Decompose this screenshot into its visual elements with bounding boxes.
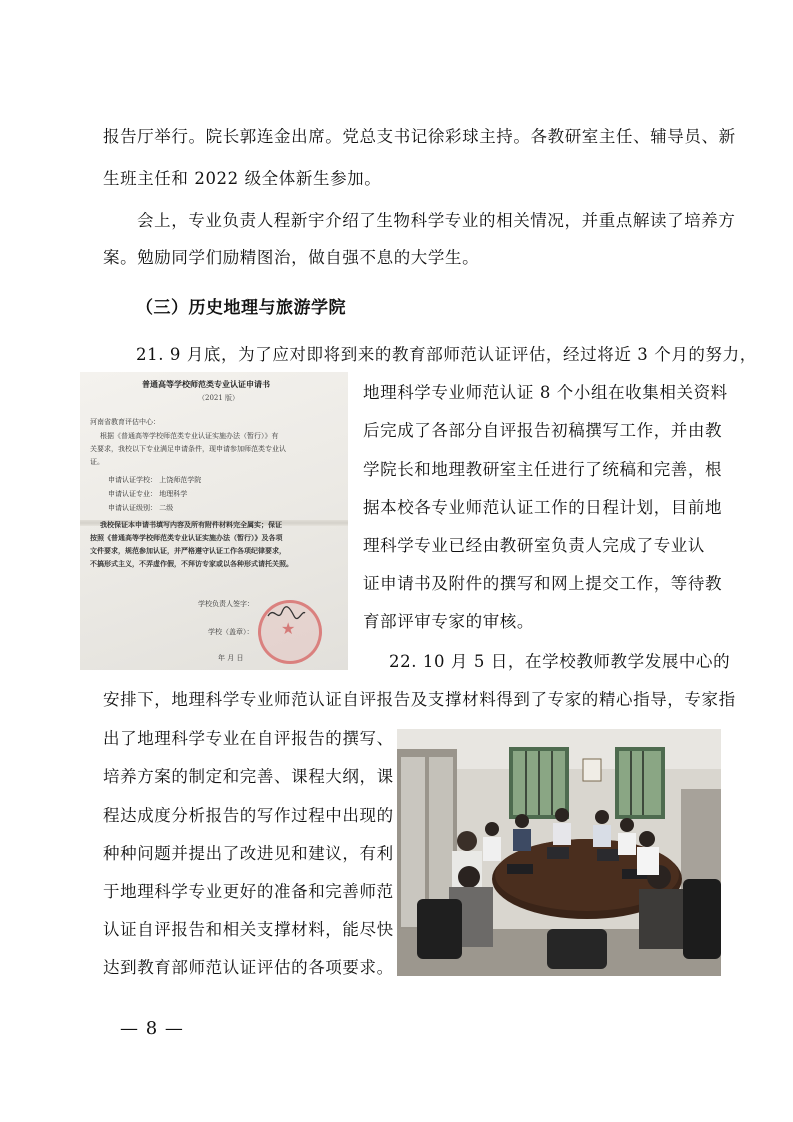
- paragraph-line: 安排下，地理科学专业师范认证自评报告及支撑材料得到了专家的精心指导，专家指: [103, 690, 736, 709]
- paragraph-line: 出了地理科学专业在自评报告的撰写、: [103, 729, 394, 748]
- paragraph-line: 于地理科学专业更好的准备和完善师范: [103, 882, 394, 901]
- meeting-photo: [397, 729, 721, 976]
- paragraph-line: 后完成了各部分自评报告初稿撰写工作，并由教: [363, 421, 723, 440]
- form-field: 申请认证专业： 地理科学: [108, 490, 188, 498]
- paragraph-line: 据本校各专业师范认证工作的日程计划，目前地: [363, 498, 723, 517]
- paragraph-line: 育部评审专家的审核。: [363, 612, 534, 631]
- paragraph-line: 22. 10 月 5 日，在学校教师教学发展中心的: [389, 652, 731, 671]
- form-body-line: 证。: [90, 458, 104, 466]
- form-year: （2021 版）: [198, 394, 240, 402]
- paragraph-line: 案。勉励同学们励精图治，做自强不息的大学生。: [103, 248, 480, 267]
- paragraph-line: 报告厅举行。院长郭连金出席。党总支书记徐彩球主持。各教研室主任、辅导员、新: [103, 127, 736, 146]
- form-commitment-line: 不搞形式主义，不弄虚作假，不拜访专家或以各种形式请托关照。: [90, 559, 293, 568]
- paragraph-line: 培养方案的制定和完善、课程大纲，课: [103, 767, 394, 786]
- paragraph-line: 证申请书及附件的撰写和网上提交工作，等待教: [363, 574, 723, 593]
- form-date-line: 年 月 日: [218, 654, 244, 662]
- form-addressee: 河南省教育评估中心：: [90, 418, 160, 426]
- form-field: 申请认证学校： 上饶师范学院: [108, 476, 202, 484]
- paragraph-line: 地理科学专业师范认证 8 个小组在收集相关资料: [363, 383, 728, 402]
- form-field: 申请认证级别： 二级: [108, 504, 174, 512]
- paragraph-line: 程达成度分析报告的写作过程中出现的: [103, 806, 394, 825]
- form-commitment-line: 文件要求，规范参加认证，并严格遵守认证工作各项纪律要求，: [90, 546, 286, 555]
- form-seal-label: 学校（盖章）：: [208, 628, 254, 636]
- paragraph-line: 生班主任和 2022 级全体新生参加。: [103, 169, 382, 188]
- paragraph-line: 学院长和地理教研室主任进行了统稿和完善，根: [363, 460, 723, 479]
- form-title: 普通高等学校师范类专业认证申请书: [142, 379, 270, 389]
- paragraph-line: 认证自评报告和相关支撑材料，能尽快: [103, 920, 394, 939]
- form-signature-label: 学校负责人签字：: [198, 600, 254, 608]
- form-commitment-line: 我校保证本申请书填写内容及所有附件材料完全属实；保证: [100, 520, 282, 529]
- paragraph-line: 理科学专业已经由教研室负责人完成了专业认: [363, 536, 705, 555]
- section-heading: （三）历史地理与旅游学院: [136, 298, 346, 318]
- paragraph-line: 会上，专业负责人程新宇介绍了生物科学专业的相关情况，并重点解读了培养方: [137, 211, 736, 230]
- handwritten-signature: [266, 604, 306, 624]
- form-commitment-line: 按照《普通高等学校师范类专业认证实施办法（暂行）》及各项: [90, 533, 283, 542]
- scanned-application-form-image: [80, 372, 348, 670]
- paragraph-line: 21. 9 月底，为了应对即将到来的教育部师范认证评估，经过将近 3 个月的努力，: [136, 345, 757, 364]
- page-number: — 8 —: [120, 1018, 184, 1039]
- form-body-line: 根据《普通高等学校师范类专业认证实施办法（暂行）》有: [100, 432, 279, 440]
- form-body-line: 关要求，我校以下专业满足申请条件，现申请参加师范类专业认: [90, 445, 286, 453]
- paragraph-line: 种种问题并提出了改进见和建议，有利: [103, 844, 394, 863]
- paragraph-line: 达到教育部师范认证评估的各项要求。: [103, 958, 394, 977]
